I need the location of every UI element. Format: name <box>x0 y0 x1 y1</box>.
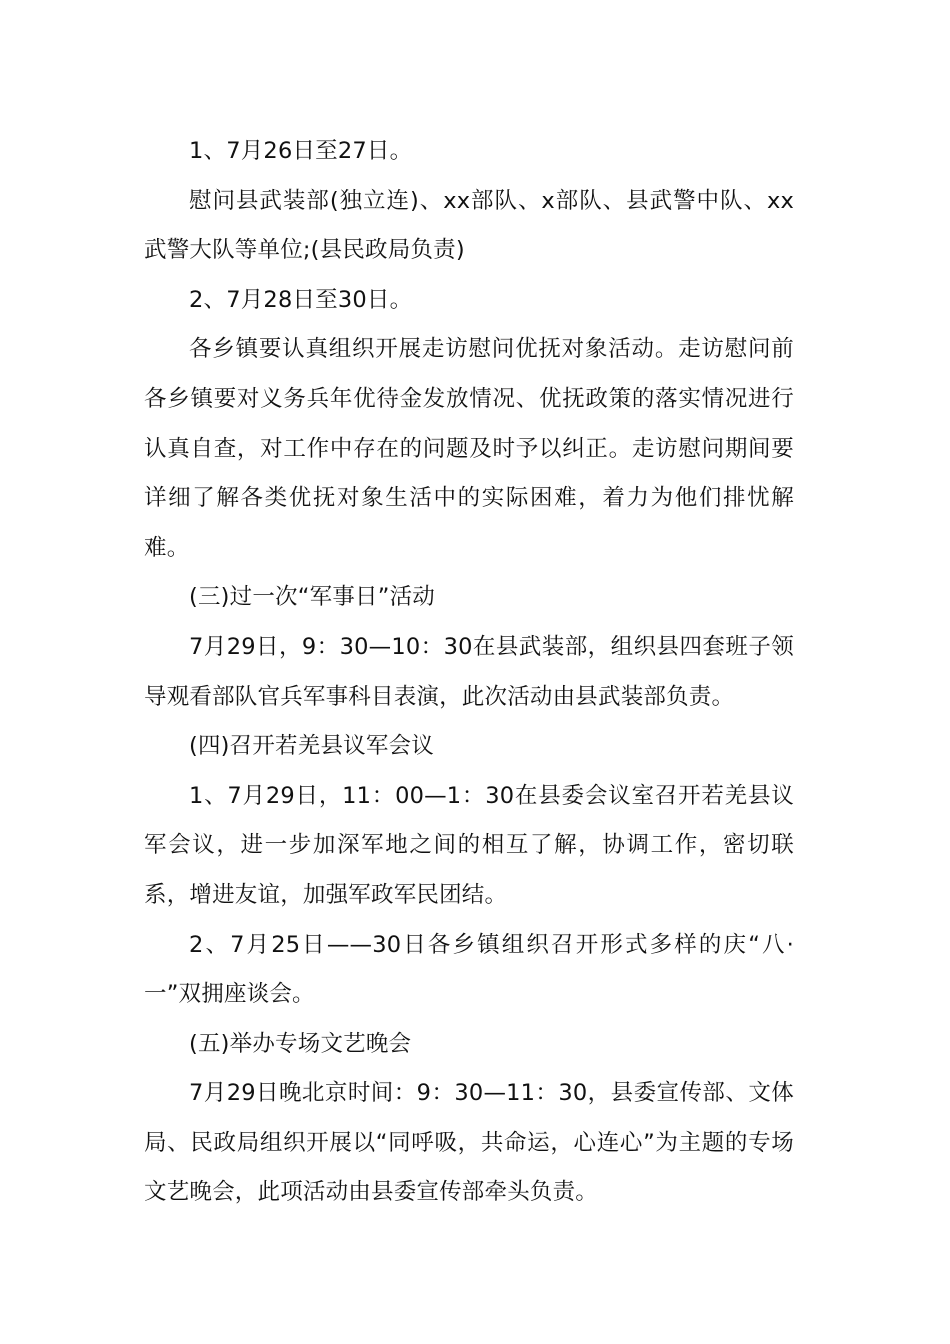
section-heading-military-day: (三)过一次“军事日”活动 <box>189 584 435 611</box>
document-body <box>144 127 794 1218</box>
paragraph-township-visits: 各乡镇要认真组织开展走访慰问优抚对象活动。走访慰问前各乡镇要对义务兵年优待金发放情况、优抚政策的落实情况进行认真自查，对工作中存在的问题及时予以纠正。走访慰问期间要详细了解各类优抚对象生活中的实际困难，着力为他们排忧解难。 <box>144 336 794 561</box>
section-heading-military-meeting: (四)召开若羌县议军会议 <box>189 733 434 760</box>
paragraph-military-day: 7月29日，9：30—10：30在县武装部，组织县四套班子领导观看部队官兵军事科目表演，此次活动由县武装部负责。 <box>144 633 794 710</box>
paragraph-date-28-30: 2、7月28日至30日。 <box>189 286 413 313</box>
paragraph-symposium: 2、7月25日——30日各乡镇组织召开形式多样的庆“八·一”双拥座谈会。 <box>144 931 794 1008</box>
paragraph-gala: 7月29日晚北京时间：9：30—11：30，县委宣传部、文体局、民政局组织开展以“同呼吸，共命运，心连心”为主题的专场文艺晚会，此项活动由县委宣传部牵头负责。 <box>144 1080 794 1206</box>
paragraph-date-26-27: 1、7月26日至27日。 <box>189 138 413 164</box>
section-heading-gala: (五)举办专场文艺晚会 <box>189 1030 412 1057</box>
paragraph-military-meeting: 1、7月29日，11：00—1：30在县委会议室召开若羌县议军会议，进一步加深军地之间的相互了解，协调工作，密切联系，增进友谊，加强军政军民团结。 <box>144 782 794 908</box>
paragraph-visit-units: 慰问县武装部(独立连)、xx部队、x部队、县武警中队、xx武警大队等单位;(县民政局负责) <box>144 187 794 264</box>
